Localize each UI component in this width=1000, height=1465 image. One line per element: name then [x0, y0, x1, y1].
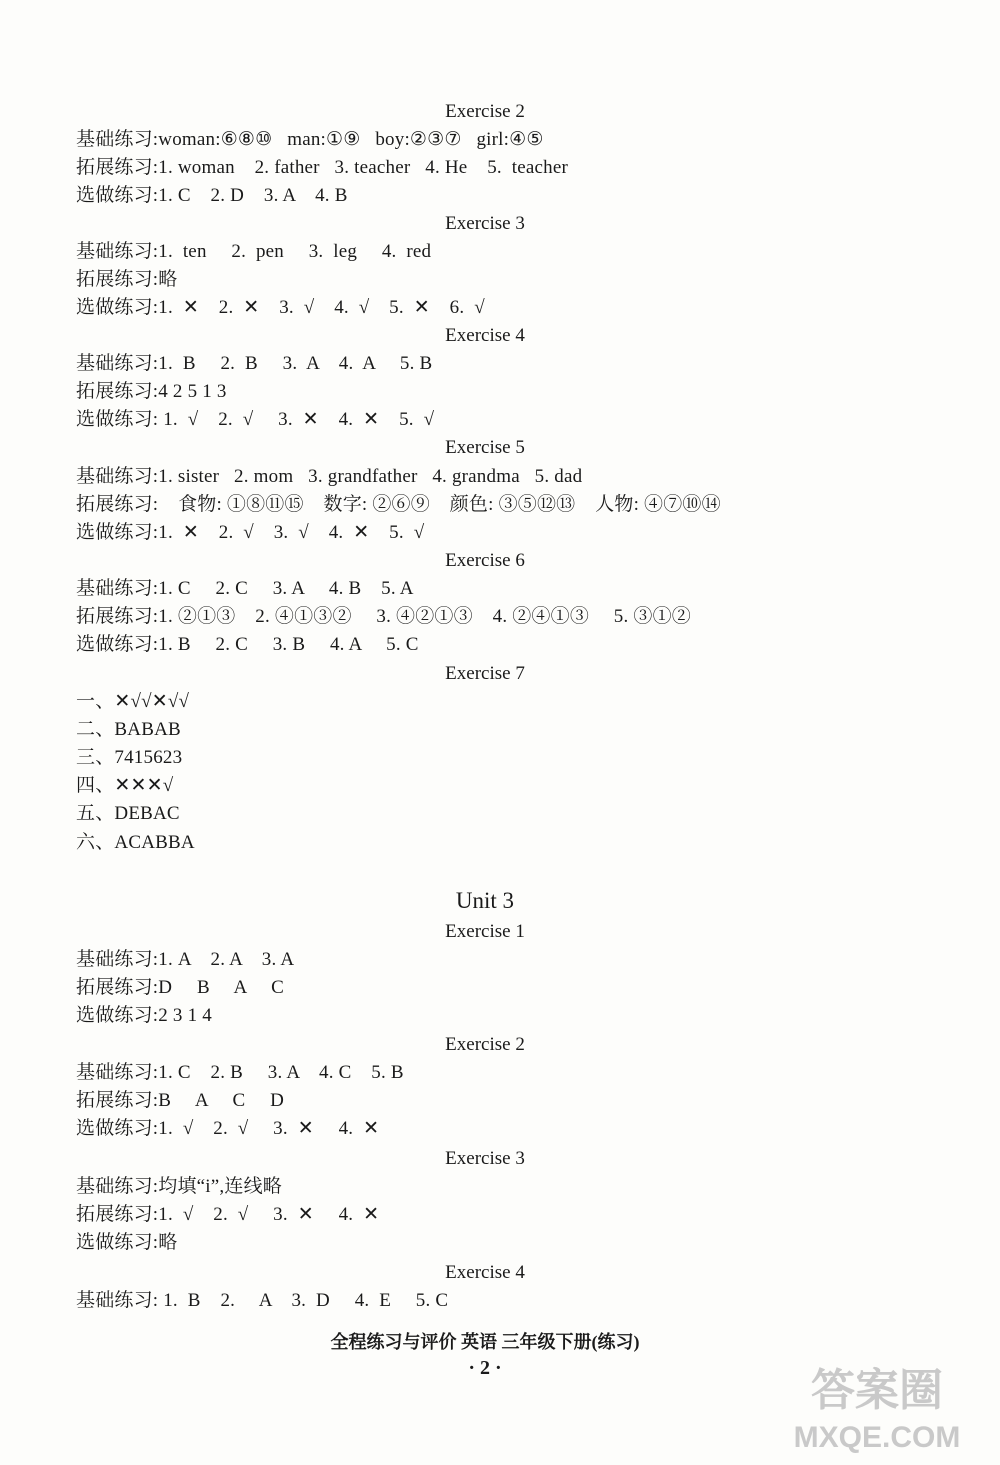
answer-line: 四、✕✕✕√ — [76, 775, 174, 796]
answer-line: 选做练习:略 — [76, 1232, 178, 1253]
answer-line: 拓展练习:略 — [76, 269, 178, 290]
answer-line: 选做练习:1. ✕ 2. √ 3. √ 4. ✕ 5. √ — [76, 522, 425, 543]
exercise-heading: Exercise 2 — [445, 101, 525, 122]
answer-line: 选做练习:1. ✕ 2. ✕ 3. √ 4. √ 5. ✕ 6. √ — [76, 297, 485, 318]
watermark-bottom-text: MXQE.COM — [793, 1421, 961, 1454]
watermark-logo — [772, 1357, 982, 1457]
answer-line: 二、BABAB — [76, 719, 181, 740]
answer-line: 基础练习:1. sister 2. mom 3. grandfather 4. grandma 5. dad — [76, 466, 583, 487]
answer-line: 拓展练习:1. woman 2. father 3. teacher 4. He 5. teacher — [76, 157, 568, 178]
answer-line: 基础练习:woman:⑥⑧⑩ man:①⑨ boy:②③⑦ girl:④⑤ — [76, 129, 544, 150]
answer-line: 拓展练习:4 2 5 1 3 — [76, 381, 227, 402]
answer-line: 选做练习:1. √ 2. √ 3. ✕ 4. ✕ — [76, 1118, 380, 1139]
answer-line: 选做练习:1. B 2. C 3. B 4. A 5. C — [76, 634, 419, 655]
answer-line: 一、✕√√✕√√ — [76, 691, 190, 712]
answer-line: 选做练习:2 3 1 4 — [76, 1005, 212, 1026]
answer-line: 基础练习:均填“i”,连线略 — [76, 1176, 282, 1197]
answer-line: 选做练习:1. C 2. D 3. A 4. B — [76, 185, 348, 206]
exercise-heading: Exercise 3 — [445, 213, 525, 234]
exercise-heading: Exercise 7 — [445, 663, 525, 684]
exercise-heading: Exercise 4 — [445, 1262, 525, 1283]
answer-line: 五、DEBAC — [76, 803, 180, 824]
answer-line: 拓展练习: 食物: ①⑧⑪⑮ 数字: ②⑥⑨ 颜色: ③⑤⑫⑬ 人物: ④⑦⑩⑭ — [76, 494, 721, 515]
answer-line: 拓展练习:1. √ 2. √ 3. ✕ 4. ✕ — [76, 1204, 380, 1225]
watermark-top-text: 答案圈 — [811, 1366, 943, 1415]
answer-line: 拓展练习:D B A C — [76, 977, 285, 998]
exercise-heading: Exercise 6 — [445, 550, 525, 571]
exercise-heading: Exercise 3 — [445, 1148, 525, 1169]
exercise-heading: Exercise 5 — [445, 437, 525, 458]
footer-title: 全程练习与评价 英语 三年级下册(练习) — [330, 1332, 640, 1352]
answer-line: 基础练习:1. C 2. B 3. A 4. C 5. B — [76, 1062, 404, 1083]
exercise-heading: Exercise 4 — [445, 325, 525, 346]
exercise-heading: Exercise 2 — [445, 1034, 525, 1055]
exercise-heading: Exercise 1 — [445, 921, 525, 942]
answer-line: 三、7415623 — [76, 747, 183, 768]
answer-line: 选做练习: 1. √ 2. √ 3. ✕ 4. ✕ 5. √ — [76, 409, 435, 430]
answer-line: 基础练习:1. ten 2. pen 3. leg 4. red — [76, 241, 432, 262]
answer-line: 基础练习: 1. B 2. A 3. D 4. E 5. C — [76, 1290, 449, 1311]
answer-line: 六、ACABBA — [76, 832, 195, 853]
answer-line: 基础练习:1. C 2. C 3. A 4. B 5. A — [76, 578, 414, 599]
unit-title: Unit 3 — [455, 888, 515, 913]
answer-line: 拓展练习:1. ②①③ 2. ④①③② 3. ④②①③ 4. ②④①③ 5. ③①② — [76, 606, 691, 627]
page-number: · 2 · — [468, 1357, 502, 1379]
answer-line: 拓展练习:B A C D — [76, 1090, 285, 1111]
answer-line: 基础练习:1. A 2. A 3. A — [76, 949, 295, 970]
answer-line: 基础练习:1. B 2. B 3. A 4. A 5. B — [76, 353, 433, 374]
